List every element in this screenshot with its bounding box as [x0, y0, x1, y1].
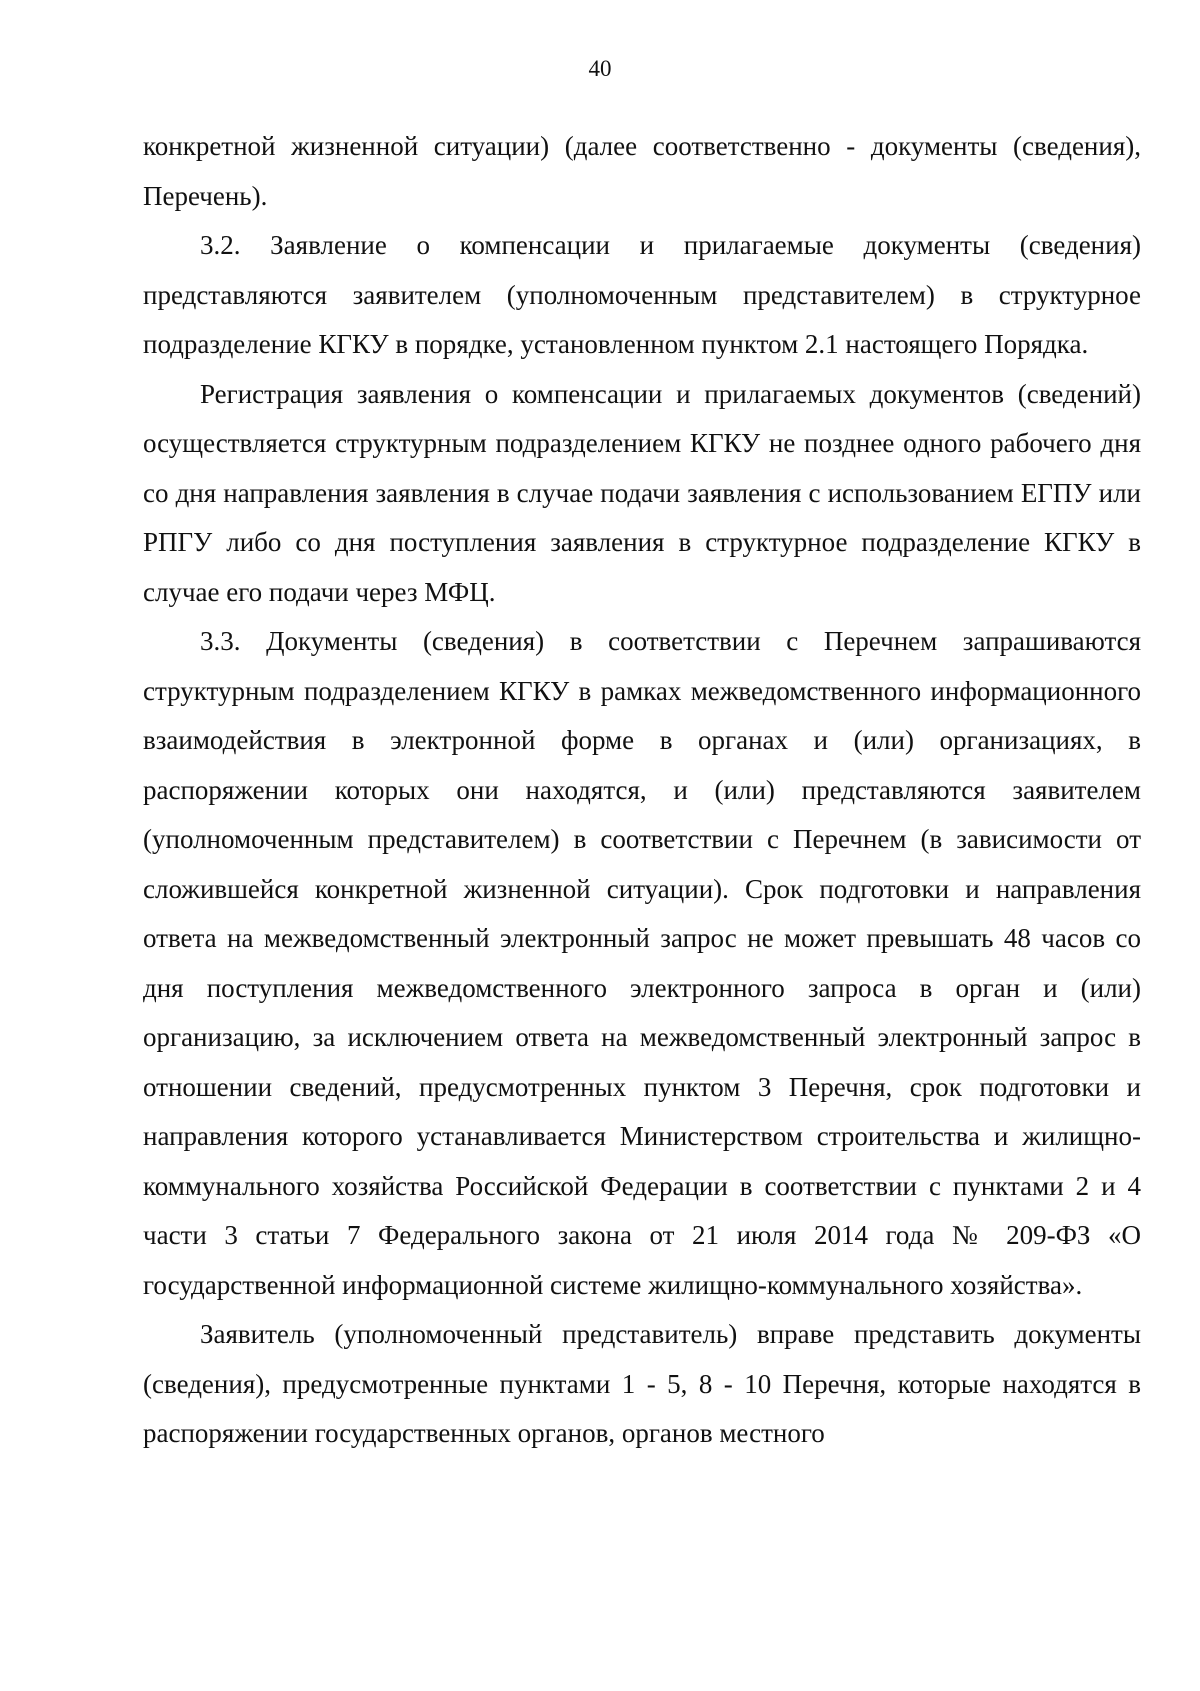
paragraph-3-2: 3.2. Заявление о компенсации и прилагаемые документы (сведения) представляются заявителем (уполномоченным представителем) в структурное подразделение КГКУ в порядке, установленном пунктом 2.1 настоящего Порядка.: [143, 230, 1141, 359]
paragraph-registration: Регистрация заявления о компенсации и прилагаемых документов (сведений) осуществляется структурным подразделением КГКУ не позднее одного рабочего дня со дня направления заявления в случае подачи заявления с использованием ЕГПУ или РПГУ либо со дня поступления заявления в структурное подразделение КГКУ в случае его подачи через МФЦ.: [143, 378, 1141, 607]
page-number: 40: [588, 56, 612, 81]
document-body: [143, 122, 1141, 1459]
paragraph-applicant-rights: Заявитель (уполномоченный представитель) вправе представить документы (сведения), предусмотренные пунктами 1 - 5, 8 - 10 Перечня, которые находятся в распоряжении государственных органов, органов местного: [143, 1319, 1141, 1448]
paragraph-3-3: 3.3. Документы (сведения) в соответствии с Перечнем запрашиваются структурным подразделением КГКУ в рамках межведомственного информационного взаимодействия в электронной форме в органах и (или) организациях, в распоряжении которых они находятся, и (или) представляются заявителем (уполномоченным представителем) в соответствии с Перечнем (в зависимости от сложившейся конкретной жизненной ситуации). Срок подготовки и направления ответа на межведомственный электронный запрос не может превышать 48 часов со дня поступления межведомственного электронного запроса в орган и (или) организацию, за исключением ответа на межведомственный электронный запрос в отношении сведений, предусмотренных пунктом 3 Перечня, срок подготовки и направления которого устанавливается Министерством строительства и жилищно-коммунального хозяйства Российской Федерации в соответствии с пунктами 2 и 4 части 3 статьи 7 Федерального закона от 21 июля 2014 года № 209-ФЗ «О государственной информационной системе жилищно-коммунального хозяйства».: [143, 626, 1141, 1300]
paragraph-continuation: конкретной жизненной ситуации) (далее соответственно - документы (сведения), Перечень).: [143, 131, 1141, 211]
